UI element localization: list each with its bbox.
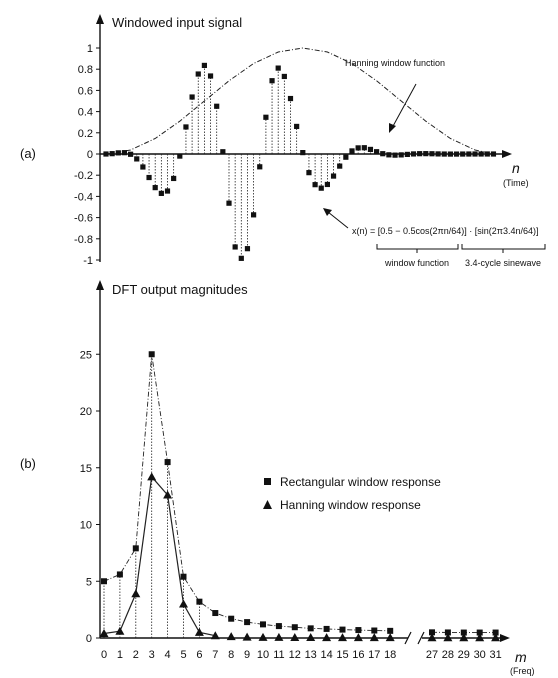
sinewave-brace [462, 244, 545, 253]
hanning-point [459, 633, 468, 641]
panel-b-x-tick-label: 3 [148, 649, 155, 661]
sample-point [399, 152, 404, 157]
hanning-point [428, 633, 437, 641]
sample-point [466, 151, 471, 156]
sample-point [294, 124, 299, 129]
sample-point [183, 124, 188, 129]
sample-point [380, 151, 385, 156]
hanning-point [227, 632, 236, 640]
sample-point [214, 104, 219, 109]
hanning-point [386, 633, 395, 641]
sample-point [392, 153, 397, 158]
panel-b-x-arrow [500, 634, 510, 642]
hanning-point [259, 633, 268, 641]
window-label-pointer [392, 84, 416, 128]
panel-a-y-tick-label: 0.6 [77, 85, 93, 98]
panel-b-x-tick-label: 8 [228, 649, 235, 661]
sample-point [146, 175, 151, 180]
hanning-response-curve [104, 477, 215, 636]
panel-b-x-tick-label: 10 [256, 649, 270, 661]
panel-b-y-tick-label: 0 [85, 633, 92, 645]
sample-point [110, 151, 115, 156]
sample-point [177, 153, 182, 158]
sample-point [368, 147, 373, 152]
rectangular-point [292, 624, 298, 630]
rectangular-point [276, 623, 282, 629]
hanning-point [475, 633, 484, 641]
sample-point [190, 94, 195, 99]
panel-a-y-tick-label: -0.4 [74, 191, 93, 204]
panel-b-x-tick-label: 28 [441, 649, 455, 661]
panel-b-x-tick-label: 2 [132, 649, 139, 661]
sample-point [288, 96, 293, 101]
legend [263, 475, 441, 512]
sample-point [429, 151, 434, 156]
sample-point [276, 65, 281, 70]
panel-b-x-tick-label: 16 [352, 649, 365, 661]
rectangular-point [165, 459, 171, 465]
sample-point [485, 151, 490, 156]
rectangular-point [228, 616, 234, 622]
hanning-point [354, 633, 363, 641]
hanning-point [179, 599, 188, 607]
rectangular-point [340, 627, 346, 633]
panel-b-x-tick-label: 18 [384, 649, 397, 661]
hanning-point [147, 472, 156, 480]
panel-a-y-tick-label: -0.6 [74, 212, 93, 225]
rectangular-point [181, 574, 187, 580]
hanning-point [306, 633, 315, 641]
panel-b-x-tick-label: 13 [304, 649, 317, 661]
sample-point [479, 151, 484, 156]
panel-b-x-label: m [515, 649, 527, 665]
panel-b-y-tick-label: 15 [79, 462, 92, 475]
sample-point [460, 151, 465, 156]
panel-a-x-unit: (Time) [503, 178, 529, 188]
panel-b-marks [100, 351, 501, 641]
panel-a-y-tick-label: -0.2 [74, 170, 93, 183]
hanning-point [243, 633, 252, 641]
sample-point [325, 182, 330, 187]
panel-b-y-tick-label: 25 [79, 349, 92, 362]
rectangular-point [196, 599, 202, 605]
rectangular-point [101, 578, 107, 584]
window-label: Hanning window function [344, 58, 446, 68]
rectangular-point [371, 628, 377, 634]
sample-point [300, 150, 305, 155]
sample-point [226, 201, 231, 206]
sample-point [220, 149, 225, 154]
panel-b-x-tick-label: 30 [473, 649, 486, 661]
panel-a-y-tick-label: 0.4 [77, 106, 93, 119]
panel-a-x-arrow [502, 150, 512, 158]
sample-point [313, 182, 318, 187]
sample-point [319, 186, 324, 191]
sample-point [245, 246, 250, 251]
sample-point [306, 170, 311, 175]
panel-b-y-tick-label: 20 [79, 406, 92, 418]
sample-point [134, 156, 139, 161]
panel-b-x-tick-label: 14 [320, 649, 333, 661]
sample-point [374, 149, 379, 154]
rectangular-point [387, 628, 393, 634]
panel-a [20, 14, 545, 268]
panel-b-x-tick-label: 9 [244, 649, 251, 661]
panel-b-y-tick-label: 5 [85, 576, 92, 589]
sample-point [448, 151, 453, 156]
sample-point [491, 151, 496, 156]
window-label-arrowhead [389, 123, 396, 133]
hanning-point [338, 633, 347, 641]
sample-point [239, 256, 244, 261]
panel-a-y-arrow [96, 14, 104, 24]
sample-point [196, 71, 201, 76]
panel-b-x-tick-label: 7 [212, 649, 219, 661]
panel-b-x-tick-label: 4 [164, 649, 171, 661]
hanning-point [115, 627, 124, 635]
rectangular-response-curve [104, 354, 496, 632]
brace-label-sinewave: 3.4-cycle sinewave [464, 258, 542, 268]
panel-b-y-ticks [80, 349, 100, 645]
hanning-point [274, 633, 283, 641]
panel-b-x-tick-label: 6 [196, 649, 203, 661]
sample-point [153, 185, 158, 190]
panel-a-y-tick-label: 0 [86, 149, 93, 161]
rectangular-point [308, 625, 314, 631]
sample-point [454, 151, 459, 156]
panel-b [20, 280, 535, 676]
panel-a-y-tick-label: 0.8 [77, 64, 93, 77]
panel-a-y-ticks [74, 43, 100, 267]
panel-b-x-tick-label: 17 [368, 649, 381, 661]
panel-b-x-tick-label: 1 [116, 649, 123, 661]
panel-a-y-tick-label: 0.2 [77, 127, 93, 140]
legend-square-marker [264, 478, 271, 485]
sample-point [257, 164, 262, 169]
sample-point [140, 164, 145, 169]
panel-b-label: (b) [20, 456, 36, 471]
panel-b-x-tick-label: 12 [288, 649, 301, 661]
rectangular-point [133, 545, 139, 551]
rectangular-point [212, 610, 218, 616]
sample-point [202, 63, 207, 68]
sample-point [128, 152, 133, 157]
rectangular-point [355, 627, 361, 633]
panel-b-x-tick-label: 29 [457, 649, 470, 661]
sample-point [472, 151, 477, 156]
panel-b-x-tick-label: 15 [336, 649, 349, 661]
formula-arrowhead [323, 208, 332, 216]
sample-point [159, 191, 164, 196]
brace-label-window: window function [384, 258, 450, 268]
hanning-point [370, 633, 379, 641]
hanning-point [290, 633, 299, 641]
sample-point [116, 150, 121, 155]
sample-point [436, 151, 441, 156]
hanning-point [322, 633, 331, 641]
sample-point [208, 73, 213, 78]
sample-point [386, 152, 391, 157]
rectangular-point [117, 571, 123, 577]
panel-b-x-tick-label: 0 [100, 649, 108, 661]
sample-point [356, 145, 361, 150]
panel-b-x-tick-label: 5 [180, 649, 187, 661]
sample-point [233, 244, 238, 249]
sample-point [343, 155, 348, 160]
sample-point [417, 151, 422, 156]
panel-b-title: DFT output magnitudes [112, 282, 248, 297]
sample-point [411, 151, 416, 156]
panel-a-y-tick-label: 1 [86, 43, 93, 55]
legend-hanning: Hanning window response [280, 498, 421, 512]
hanning-point [443, 633, 452, 641]
sample-point [251, 212, 256, 217]
panel-b-y-arrow [96, 280, 104, 290]
rectangular-point [244, 619, 250, 625]
rectangular-point [260, 621, 266, 627]
sample-point [362, 145, 367, 150]
sample-point [171, 176, 176, 181]
sample-point [282, 74, 287, 79]
panel-a-title: Windowed input signal [112, 15, 243, 30]
sample-point [269, 78, 274, 83]
sample-point [337, 164, 342, 169]
sample-point [349, 148, 354, 153]
sample-point [165, 188, 170, 193]
panel-b-x-tick-label: 27 [425, 649, 439, 661]
legend-rectangular: Rectangular window response [280, 475, 441, 489]
formula-text: x(n) = [0.5 − 0.5cos(2πn/64)] · [sin(2π3.4n/64)] [352, 226, 539, 236]
sample-point [405, 152, 410, 157]
panel-b-x-unit: (Freq) [510, 666, 535, 676]
panel-a-x-label: n [512, 160, 520, 176]
rectangular-point [324, 626, 330, 632]
legend-triangle-marker [263, 500, 272, 509]
panel-b-x-ticks [101, 649, 502, 661]
panel-b-x-tick-label: 31 [489, 649, 502, 661]
sample-point [331, 173, 336, 178]
panel-a-y-tick-label: -0.8 [74, 233, 93, 246]
hanning-point [195, 628, 204, 636]
hanning-point [131, 589, 140, 597]
sample-point [263, 115, 268, 120]
sample-point [103, 151, 108, 156]
hanning-point [491, 633, 500, 641]
window-function-brace [377, 244, 458, 253]
sample-point [122, 150, 127, 155]
axis-break [405, 632, 424, 644]
panel-b-y-tick-label: 10 [79, 519, 92, 532]
panel-a-label: (a) [20, 146, 36, 161]
formula-pointer [328, 212, 348, 228]
panel-a-y-tick-label: -1 [83, 255, 93, 267]
rectangular-point [149, 351, 155, 357]
panel-b-x-tick-label: 11 [273, 649, 285, 661]
sample-point [423, 151, 428, 156]
sample-point [442, 151, 447, 156]
